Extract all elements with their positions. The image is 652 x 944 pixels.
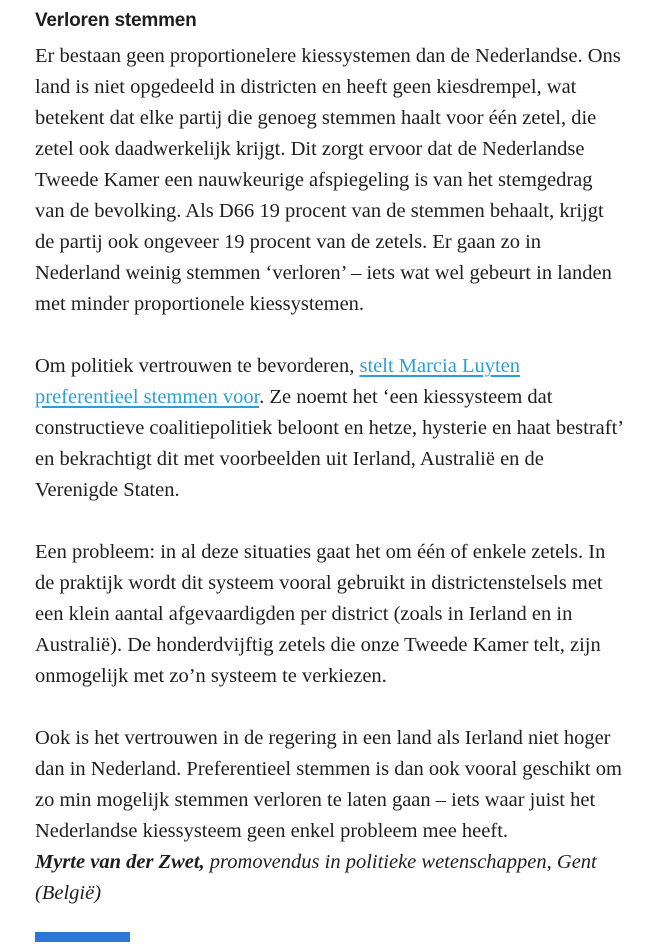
paragraph-2-text-before: Om politiek vertrouwen te bevorderen, <box>35 355 360 377</box>
marcia-luyten-link[interactable]: stelt Marcia Luyten preferentieel stemmen voor <box>35 355 521 408</box>
byline-author-role: promovendus in politieke wetenschappen, Gent (België) <box>35 851 597 904</box>
bottom-partial-button[interactable] <box>35 932 130 942</box>
paragraph-4: Ook is het vertrouwen in de regering in een land als Ierland niet hoger dan in Nederland. Preferentieel stemmen is dan ook vooral geschikt om zo min mogelijk stemmen verloren te laten gaan – iets waar juist het Nederlandse kiessysteem geen enkel probleem mee heeft. <box>35 727 622 842</box>
paragraph-3: Een probleem: in al deze situaties gaat het om één of enkele zetels. In de praktijk wordt dit systeem vooral gebruikt in districtenstelsels met een klein aantal afgevaardigden per district (zoals in Ierland en in Australië). De honderdvijftig zetels die onze Tweede Kamer telt, zijn onmogelijk met zo’n systeem te verkiezen. <box>35 541 606 687</box>
paragraph-1: Er bestaan geen proportionelere kiessystemen dan de Nederlandse. Ons land is niet opgedeeld in districten en heeft geen kiesdrempel, wat betekent dat elke partij die genoeg stemmen haalt voor één zetel, die zetel ook daadwerkelijk krijgt. Dit zorgt ervoor dat de Nederlandse Tweede Kamer een nauwkeurige afspiegeling is van het stemgedrag van de bevolking. Als D66 19 procent van de stemmen behaalt, krijgt de partij ook ongeveer 19 procent van de zetels. Er gaan zo in Nederland weinig stemmen ‘verloren’ – iets wat wel gebeurt in landen met minder proportionele kiessystemen. <box>35 45 621 315</box>
byline <box>35 847 627 909</box>
article-title: Verloren stemmen <box>35 10 197 31</box>
paragraph-2-text-after: . Ze noemt het ‘een kiessysteem dat constructieve coalitiepolitiek beloont en hetze, hysterie en haat bestraft’ en bekrachtigt dit met voorbeelden uit Ierland, Australië en de Verenigde Staten. <box>35 386 623 501</box>
article-body <box>35 0 627 909</box>
byline-author-name: Myrte van der Zwet, <box>35 851 205 873</box>
paragraph-2 <box>35 351 627 506</box>
